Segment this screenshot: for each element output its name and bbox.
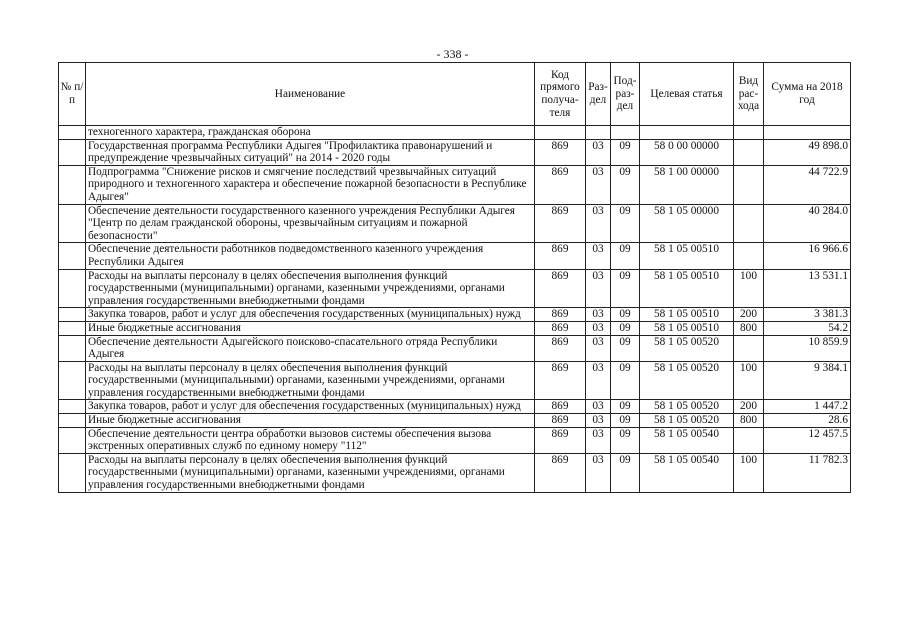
table-row (59, 321, 851, 335)
cell-num (59, 414, 86, 428)
cell-subsection: 09 (611, 361, 640, 400)
cell-subsection: 09 (611, 165, 640, 204)
cell-amount: 28.6 (764, 414, 851, 428)
cell-amount: 1 447.2 (764, 400, 851, 414)
cell-amount: 49 898.0 (764, 139, 851, 165)
cell-code: 869 (535, 361, 586, 400)
cell-section: 03 (586, 453, 611, 492)
cell-name: Расходы на выплаты персоналу в целях обеспечения выполнения функций государственными (муниципальными) органами, казенными учреждениями, органами управления государственными внебюджетными фондами (86, 269, 535, 308)
cell-num (59, 139, 86, 165)
cell-section: 03 (586, 335, 611, 361)
cell-target: 58 1 05 00510 (640, 308, 734, 322)
cell-num (59, 204, 86, 243)
cell-subsection: 09 (611, 308, 640, 322)
cell-subsection: 09 (611, 453, 640, 492)
cell-name: Обеспечение деятельности центра обработки вызовов системы обеспечения вызова экстренных оперативных служб по единому номеру "112" (86, 427, 535, 453)
cell-expense-type: 800 (734, 414, 764, 428)
cell-name: техногенного характера, гражданская оборона (86, 126, 535, 140)
cell-code: 869 (535, 308, 586, 322)
cell-target: 58 1 05 00510 (640, 321, 734, 335)
table-row (59, 414, 851, 428)
cell-num (59, 165, 86, 204)
cell-target: 58 1 05 00510 (640, 243, 734, 269)
budget-table (58, 62, 851, 493)
cell-num (59, 321, 86, 335)
cell-num (59, 427, 86, 453)
cell-code: 869 (535, 453, 586, 492)
cell-num (59, 400, 86, 414)
cell-name: Закупка товаров, работ и услуг для обеспечения государственных (муниципальных) нужд (86, 308, 535, 322)
table-row (59, 427, 851, 453)
page-number: - 338 - (436, 47, 469, 61)
cell-subsection (611, 126, 640, 140)
cell-code: 869 (535, 427, 586, 453)
cell-amount: 3 381.3 (764, 308, 851, 322)
cell-expense-type (734, 427, 764, 453)
cell-target: 58 1 05 00520 (640, 361, 734, 400)
cell-num (59, 308, 86, 322)
cell-code: 869 (535, 139, 586, 165)
cell-amount: 13 531.1 (764, 269, 851, 308)
table-row (59, 453, 851, 492)
cell-num (59, 243, 86, 269)
cell-subsection: 09 (611, 335, 640, 361)
cell-subsection: 09 (611, 204, 640, 243)
cell-name: Иные бюджетные ассигнования (86, 414, 535, 428)
cell-expense-type (734, 335, 764, 361)
table-row (59, 269, 851, 308)
cell-code: 869 (535, 321, 586, 335)
cell-target: 58 1 05 00540 (640, 427, 734, 453)
cell-section: 03 (586, 361, 611, 400)
cell-subsection: 09 (611, 400, 640, 414)
cell-section: 03 (586, 414, 611, 428)
table-row (59, 165, 851, 204)
table-body (59, 126, 851, 493)
cell-num (59, 453, 86, 492)
cell-section: 03 (586, 308, 611, 322)
cell-amount: 11 782.3 (764, 453, 851, 492)
header-num: № п/п (59, 63, 86, 126)
cell-expense-type: 200 (734, 308, 764, 322)
cell-expense-type: 100 (734, 453, 764, 492)
cell-target: 58 1 05 00520 (640, 400, 734, 414)
cell-code: 869 (535, 269, 586, 308)
cell-target: 58 1 05 00520 (640, 414, 734, 428)
header-amount: Сумма на 2018 год (764, 63, 851, 126)
cell-target: 58 0 00 00000 (640, 139, 734, 165)
cell-subsection: 09 (611, 321, 640, 335)
cell-subsection: 09 (611, 243, 640, 269)
header-expense-type: Вид рас-хода (734, 63, 764, 126)
cell-amount: 44 722.9 (764, 165, 851, 204)
cell-subsection: 09 (611, 269, 640, 308)
cell-code (535, 126, 586, 140)
table-row (59, 308, 851, 322)
table-row (59, 335, 851, 361)
cell-section: 03 (586, 321, 611, 335)
cell-expense-type (734, 126, 764, 140)
header-section: Раз-дел (586, 63, 611, 126)
table-row (59, 126, 851, 140)
cell-num (59, 126, 86, 140)
header-subsection: Под-раз-дел (611, 63, 640, 126)
table-row (59, 204, 851, 243)
cell-name: Государственная программа Республики Адыгея "Профилактика правонарушений и предупреждение чрезвычайных ситуаций" на 2014 - 2020 годы (86, 139, 535, 165)
cell-num (59, 361, 86, 400)
cell-name: Обеспечение деятельности Адыгейского поисково-спасательного отряда Республики Адыгея (86, 335, 535, 361)
cell-target: 58 1 05 00540 (640, 453, 734, 492)
cell-amount: 54.2 (764, 321, 851, 335)
cell-target (640, 126, 734, 140)
cell-amount: 10 859.9 (764, 335, 851, 361)
cell-expense-type (734, 243, 764, 269)
cell-subsection: 09 (611, 414, 640, 428)
table-row (59, 139, 851, 165)
cell-code: 869 (535, 165, 586, 204)
cell-code: 869 (535, 414, 586, 428)
header-name: Наименование (86, 63, 535, 126)
cell-subsection: 09 (611, 139, 640, 165)
cell-name: Расходы на выплаты персоналу в целях обеспечения выполнения функций государственными (муниципальными) органами, казенными учреждениями, органами управления государственными внебюджетными фондами (86, 453, 535, 492)
cell-section: 03 (586, 204, 611, 243)
cell-target: 58 1 05 00510 (640, 269, 734, 308)
cell-target: 58 1 05 00520 (640, 335, 734, 361)
cell-expense-type: 100 (734, 361, 764, 400)
table-row (59, 243, 851, 269)
cell-expense-type (734, 204, 764, 243)
cell-num (59, 269, 86, 308)
cell-section: 03 (586, 427, 611, 453)
cell-amount: 9 384.1 (764, 361, 851, 400)
cell-name: Закупка товаров, работ и услуг для обеспечения государственных (муниципальных) нужд (86, 400, 535, 414)
table-header-row (59, 63, 851, 126)
cell-expense-type: 200 (734, 400, 764, 414)
cell-expense-type: 800 (734, 321, 764, 335)
cell-target: 58 1 00 00000 (640, 165, 734, 204)
table-row (59, 400, 851, 414)
cell-expense-type: 100 (734, 269, 764, 308)
table-row (59, 361, 851, 400)
cell-subsection: 09 (611, 427, 640, 453)
cell-section: 03 (586, 400, 611, 414)
cell-name: Расходы на выплаты персоналу в целях обеспечения выполнения функций государственными (муниципальными) органами, казенными учреждениями, органами управления государственными внебюджетными фондами (86, 361, 535, 400)
cell-code: 869 (535, 204, 586, 243)
cell-amount: 16 966.6 (764, 243, 851, 269)
cell-name: Обеспечение деятельности государственного казенного учреждения Республики Адыгея "Центр по делам гражданской обороны, чрезвычайным ситуациям и пожарной безопасности" (86, 204, 535, 243)
cell-name: Подпрограмма "Снижение рисков и смягчение последствий чрезвычайных ситуаций природного и техногенного характера и обеспечение пожарной безопасности в Республике Адыгея" (86, 165, 535, 204)
cell-code: 869 (535, 400, 586, 414)
cell-code: 869 (535, 335, 586, 361)
cell-expense-type (734, 165, 764, 204)
cell-target: 58 1 05 00000 (640, 204, 734, 243)
cell-section: 03 (586, 243, 611, 269)
cell-name: Обеспечение деятельности работников подведомственного казенного учреждения Республики Адыгея (86, 243, 535, 269)
cell-num (59, 335, 86, 361)
cell-section: 03 (586, 165, 611, 204)
cell-section: 03 (586, 139, 611, 165)
cell-section: 03 (586, 269, 611, 308)
cell-name: Иные бюджетные ассигнования (86, 321, 535, 335)
cell-amount: 40 284.0 (764, 204, 851, 243)
cell-section (586, 126, 611, 140)
cell-code: 869 (535, 243, 586, 269)
cell-expense-type (734, 139, 764, 165)
header-code: Код прямого получа-теля (535, 63, 586, 126)
cell-amount: 12 457.5 (764, 427, 851, 453)
header-target: Целевая статья (640, 63, 734, 126)
cell-amount (764, 126, 851, 140)
